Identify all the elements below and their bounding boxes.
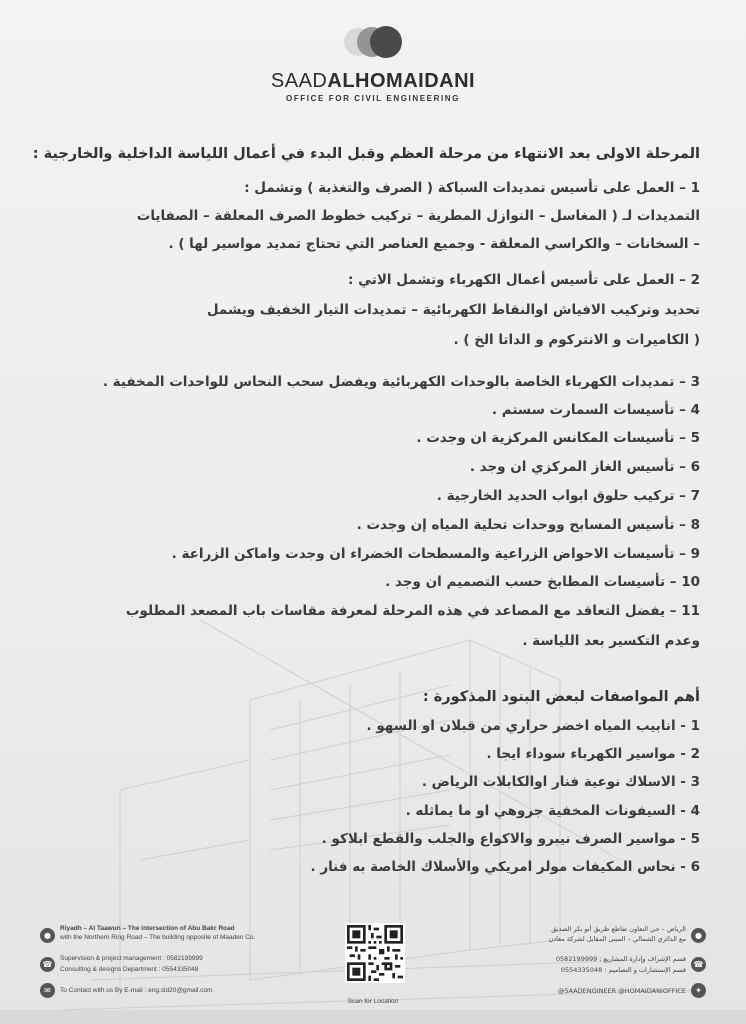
item-line: – السخانات – والكراسي المعلقة - وجميع العناصر التي تحتاج تمديد مواسير لها ) . xyxy=(168,236,700,252)
twitter-icon: ✦ xyxy=(691,983,706,998)
company-logo xyxy=(0,22,746,103)
spec-line: 4 - السيفونات المخفية جروهي او ما يماثله . xyxy=(405,803,700,819)
location-pin-icon: ● xyxy=(40,928,55,943)
item-line: 10 – تأسيسات المطابخ حسب التصميم ان وجد . xyxy=(385,574,700,590)
logo-circles-icon xyxy=(338,22,408,62)
item-line: تحديد وتركيب الافياش اوالنقاط الكهربائية – تمديدات التيار الخفيف ويشمل xyxy=(206,302,700,318)
item-line: 11 – يفضل التعاقد مع المصاعد في هذه المرحلة لمعرفة مقاسات باب المصعد المطلوب xyxy=(125,603,700,619)
item-line: 3 – تمديدات الكهرباء الخاصة بالوحدات الكهربائية ويفضل سحب النحاس للواحدات المخفية . xyxy=(102,374,700,390)
supervision-en: Supervision & project management : 0582199999 xyxy=(60,955,203,962)
consulting-ar: قسم الإستشارات و التصاميم : 0554335048 xyxy=(560,966,686,974)
location-pin-icon: ● xyxy=(691,928,706,943)
item-line: 6 – تأسيس الغاز المركزي ان وجد . xyxy=(469,459,700,475)
item-line: 9 – تأسيسات الاحواض الزراعية والمسطحات الخضراء ان وجدت واماكن الزراعة . xyxy=(171,546,700,562)
item-line: التمديدات لـ ( المغاسل – النوازل المطرية – تركيب خطوط الصرف المعلقة – الصفايات xyxy=(136,208,700,224)
phone-icon: ☎ xyxy=(691,957,706,972)
item-line: 8 – تأسيس المسابح ووحدات تحلية المياه إن وجدت . xyxy=(356,517,700,533)
item-line: 2 – العمل على تأسيس أعمال الكهرباء وتشمل الاتي : xyxy=(348,272,700,288)
address-en-line-2: with the Northern Ring Road – The building opposite of Maaden Co. xyxy=(60,934,256,941)
social-handles[interactable]: @SAADENGINEER @HOMAIDANIOFFICE xyxy=(557,987,686,995)
location-qr-code[interactable] xyxy=(345,923,405,983)
item-line: ( الكاميرات و الانتركوم و الداتا الخ ) . xyxy=(453,332,700,348)
supervision-ar: قسم الإشراف وإدارة المشاريع : 0582199999 xyxy=(555,955,686,963)
qr-caption: Scan for Location xyxy=(347,998,399,1005)
consulting-en: Consulting & designs Department : 0554335048 xyxy=(60,966,199,973)
email-icon: ✉ xyxy=(40,983,55,998)
phone-icon: ☎ xyxy=(40,957,55,972)
specs-heading: أهم المواصفات لبعض البنود المذكورة : xyxy=(422,689,700,705)
item-line: وعدم التكسير بعد اللياسة . xyxy=(522,633,700,649)
item-line: 7 – تركيب حلوق ابواب الحديد الخارجية . xyxy=(436,488,700,504)
address-ar-line-2: مع الدائري الشمالي – المبنى المقابل لشركة معادن xyxy=(548,935,686,943)
brand-tagline: OFFICE FOR CIVIL ENGINEERING xyxy=(286,94,460,103)
item-line: 5 – تأسيسات المكانس المركزية ان وجدت . xyxy=(416,430,700,446)
brand-name xyxy=(0,70,746,93)
bottom-band xyxy=(0,1010,746,1024)
spec-line: 1 - انابيب المياه اخضر حراري من قبلان او السهو . xyxy=(366,718,700,734)
brand-name-light: SAAD xyxy=(270,70,328,92)
item-line: 4 – تأسيسات السمارت سستم . xyxy=(491,402,700,418)
brand-name-bold: ALHOMAIDANI xyxy=(327,70,476,92)
spec-line: 2 - مواسير الكهرباء سوداء ايجا . xyxy=(486,746,700,762)
spec-line: 6 - نحاس المكيفات مولر امريكي والأسلاك الخاصة به فنار . xyxy=(310,859,700,875)
address-en-line-1: Riyadh – Al Taawun – The intersection of Abu Bakr Road xyxy=(60,925,235,932)
item-line: 1 – العمل على تأسيس تمديدات السباكة ( الصرف والتغذية ) وتشمل : xyxy=(244,180,700,196)
spec-line: 5 - مواسير الصرف نيبرو والاكواع والجلب والقطع ابلاكو . xyxy=(321,831,700,847)
address-ar-line-1: الرياض – حي التعاون تقاطع طريق أبو بكر الصديق xyxy=(551,925,686,933)
section-heading: المرحلة الاولى بعد الانتهاء من مرحلة العظم وقبل البدء في أعمال اللياسة الداخلية والخارجية : xyxy=(32,146,700,162)
spec-line: 3 - الاسلاك نوعية فنار اوالكابلات الرياض . xyxy=(421,774,700,790)
email-en[interactable]: To Contact with us By E-mail : eng.sld20@gmail.com xyxy=(60,987,213,994)
